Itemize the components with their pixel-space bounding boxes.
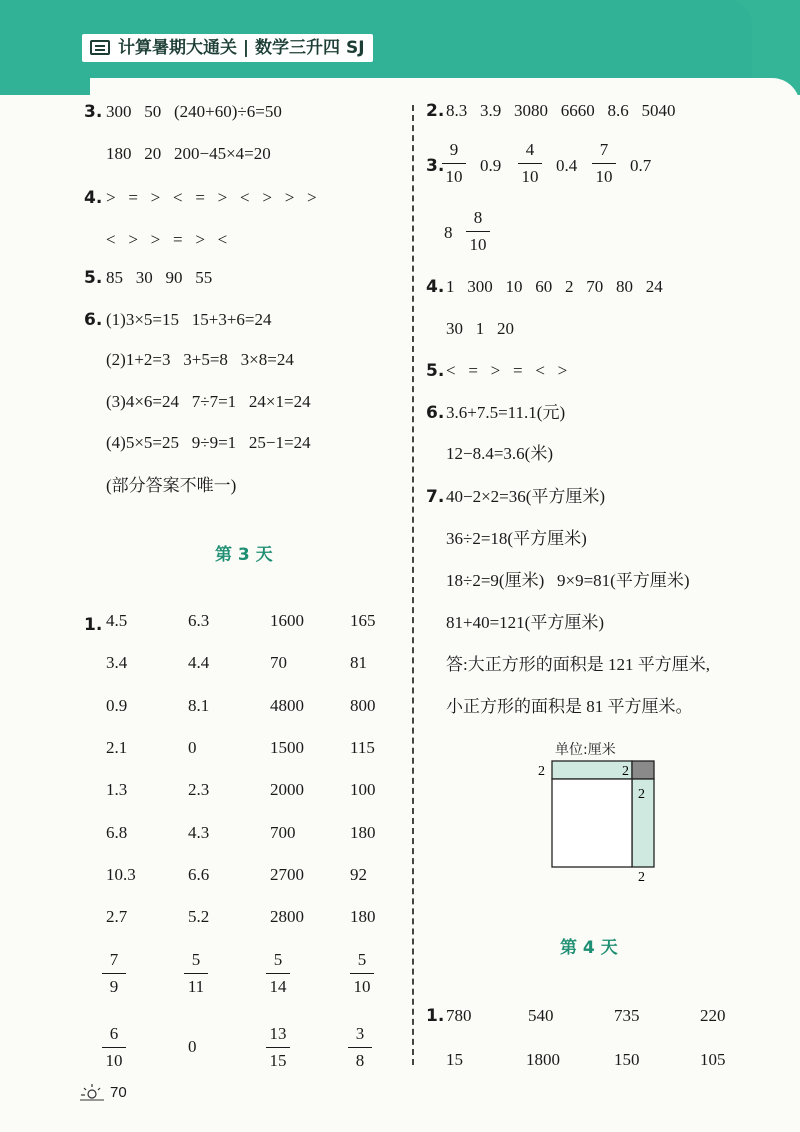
table-cell: 2000 (270, 780, 304, 799)
r-q5-line1: < = > = < > (446, 361, 568, 380)
table-cell: 81 (350, 653, 367, 672)
q5-line1: 85 30 90 55 (106, 268, 213, 287)
table-cell: 1800 (526, 1050, 560, 1069)
q6-line1: (1)3×5=15 15+3+6=24 (106, 310, 272, 329)
table-cell: 180 (350, 907, 376, 926)
diagram-top-strip (552, 761, 632, 779)
table-cell: 4.5 (106, 611, 128, 630)
diagram-small-square (552, 779, 632, 867)
decimal-value: 0.7 (630, 156, 652, 175)
fraction: 9 10 (440, 140, 468, 187)
book-title (82, 34, 373, 62)
square-diagram (530, 755, 670, 885)
table-cell: 105 (700, 1050, 726, 1069)
table-cell: 1.3 (106, 780, 128, 799)
table-cell: 0 (188, 1037, 197, 1056)
table-cell: 780 (446, 1006, 472, 1025)
table-cell: 2.1 (106, 738, 128, 757)
r-q2-line1: 8.3 3.9 3080 6660 8.6 5040 (446, 101, 676, 120)
table-cell: 92 (350, 865, 367, 884)
table-cell: 700 (270, 823, 296, 842)
sun-icon (80, 1082, 104, 1102)
r-q6-line1: 3.6+7.5=11.1(元) (446, 403, 566, 422)
table-cell: 735 (614, 1006, 640, 1025)
table-cell: 2.7 (106, 907, 128, 926)
r-q4-line2: 30 1 20 (446, 319, 514, 338)
decimal-value: 0.9 (480, 156, 502, 175)
q4-line2: < > > = > < (106, 230, 228, 249)
fraction: 7 10 (590, 140, 618, 187)
q3-number: 3. (84, 102, 103, 122)
table-cell: 1600 (270, 611, 304, 630)
r-q7-number: 7. (426, 487, 445, 507)
table-cell: 1500 (270, 738, 304, 757)
table-cell: 8.1 (188, 696, 210, 715)
fraction: 5 14 (264, 950, 292, 997)
q4-line1: > = > < = > < > > > (106, 188, 317, 207)
fraction: 4 10 (516, 140, 544, 187)
column-divider (412, 105, 414, 1065)
table-cell: 4.4 (188, 653, 210, 672)
table-cell: 10.3 (106, 865, 136, 884)
book-icon (90, 40, 110, 55)
diagram-label-top: 2 (622, 764, 629, 779)
table-cell: 180 (350, 823, 376, 842)
table-cell: 150 (614, 1050, 640, 1069)
table-cell: 100 (350, 780, 376, 799)
diagram-unit: 单位:厘米 (555, 742, 616, 758)
table-cell: 2800 (270, 907, 304, 926)
table-cell: 115 (350, 738, 375, 757)
diagram-label-bottom: 2 (638, 870, 645, 885)
table-cell: 165 (350, 611, 376, 630)
table-cell: 2.3 (188, 780, 210, 799)
fraction: 5 10 (348, 950, 376, 997)
table-cell: 0 (188, 738, 197, 757)
r-q7-line1: 40−2×2=36(平方厘米) (446, 487, 606, 506)
table-cell: 4.3 (188, 823, 210, 842)
table-cell: 70 (270, 653, 287, 672)
q6-line3: (3)4×6=24 7÷7=1 24×1=24 (106, 392, 311, 411)
r-q6-number: 6. (426, 403, 445, 423)
table-cell: 220 (700, 1006, 726, 1025)
page-number: 70 (110, 1084, 127, 1101)
table-cell: 4800 (270, 696, 304, 715)
day3-q1-number: 1. (84, 615, 103, 635)
day4-heading: 第 4 天 (560, 938, 618, 958)
table-cell: 6.8 (106, 823, 128, 842)
table-cell: 5.2 (188, 907, 210, 926)
fraction: 7 9 (100, 950, 128, 997)
q3-line1: 300 50 (240+60)÷6=50 (106, 102, 282, 121)
r-q7-line2: 36÷2=18(平方厘米) (446, 529, 587, 548)
r-q4-line1: 1 300 10 60 2 70 80 24 (446, 277, 663, 296)
r-q7-answer2: 小正方形的面积是 81 平方厘米。 (446, 697, 693, 716)
fraction: 6 10 (100, 1024, 128, 1071)
table-cell: 6.6 (188, 865, 210, 884)
decimal-value: 0.4 (556, 156, 578, 175)
q6-line2: (2)1+2=3 3+5=8 3×8=24 (106, 350, 294, 369)
r-q7-answer1: 答:大正方形的面积是 121 平方厘米, (446, 655, 710, 674)
r-q6-line2: 12−8.4=3.6(米) (446, 444, 553, 463)
r-day4-q1-number: 1. (426, 1006, 445, 1026)
q4-number: 4. (84, 188, 103, 208)
q6-number: 6. (84, 310, 103, 330)
table-cell: 6.3 (188, 611, 210, 630)
fraction: 3 8 (346, 1024, 374, 1071)
diagram-corner-square (632, 761, 654, 779)
table-cell: 2700 (270, 865, 304, 884)
q6-note: (部分答案不唯一) (106, 476, 237, 495)
r-q7-line3: 18÷2=9(厘米) 9×9=81(平方厘米) (446, 571, 690, 590)
diagram-label-left: 2 (538, 764, 545, 779)
fraction: 13 15 (264, 1024, 292, 1071)
q5-number: 5. (84, 268, 103, 288)
r-q2-number: 2. (426, 101, 445, 121)
q6-line4: (4)5×5=25 9÷9=1 25−1=24 (106, 433, 311, 452)
table-cell: 540 (528, 1006, 554, 1025)
table-cell: 15 (446, 1050, 463, 1069)
fraction: 8 10 (464, 208, 492, 255)
r-q7-line4: 81+40=121(平方厘米) (446, 613, 604, 632)
fraction: 5 11 (182, 950, 210, 997)
q3-line2: 180 20 200−45×4=20 (106, 144, 271, 163)
book-title-text: 计算暑期大通关 | 数学三升四 SJ (118, 38, 365, 58)
mixed-whole: 8 (444, 223, 453, 242)
diagram-label-right: 2 (638, 787, 645, 802)
table-cell: 800 (350, 696, 376, 715)
r-q3-number: 3. (426, 156, 445, 176)
table-cell: 0.9 (106, 696, 128, 715)
table-cell: 3.4 (106, 653, 128, 672)
r-q5-number: 5. (426, 361, 445, 381)
r-q4-number: 4. (426, 277, 445, 297)
day3-heading: 第 3 天 (215, 545, 273, 565)
